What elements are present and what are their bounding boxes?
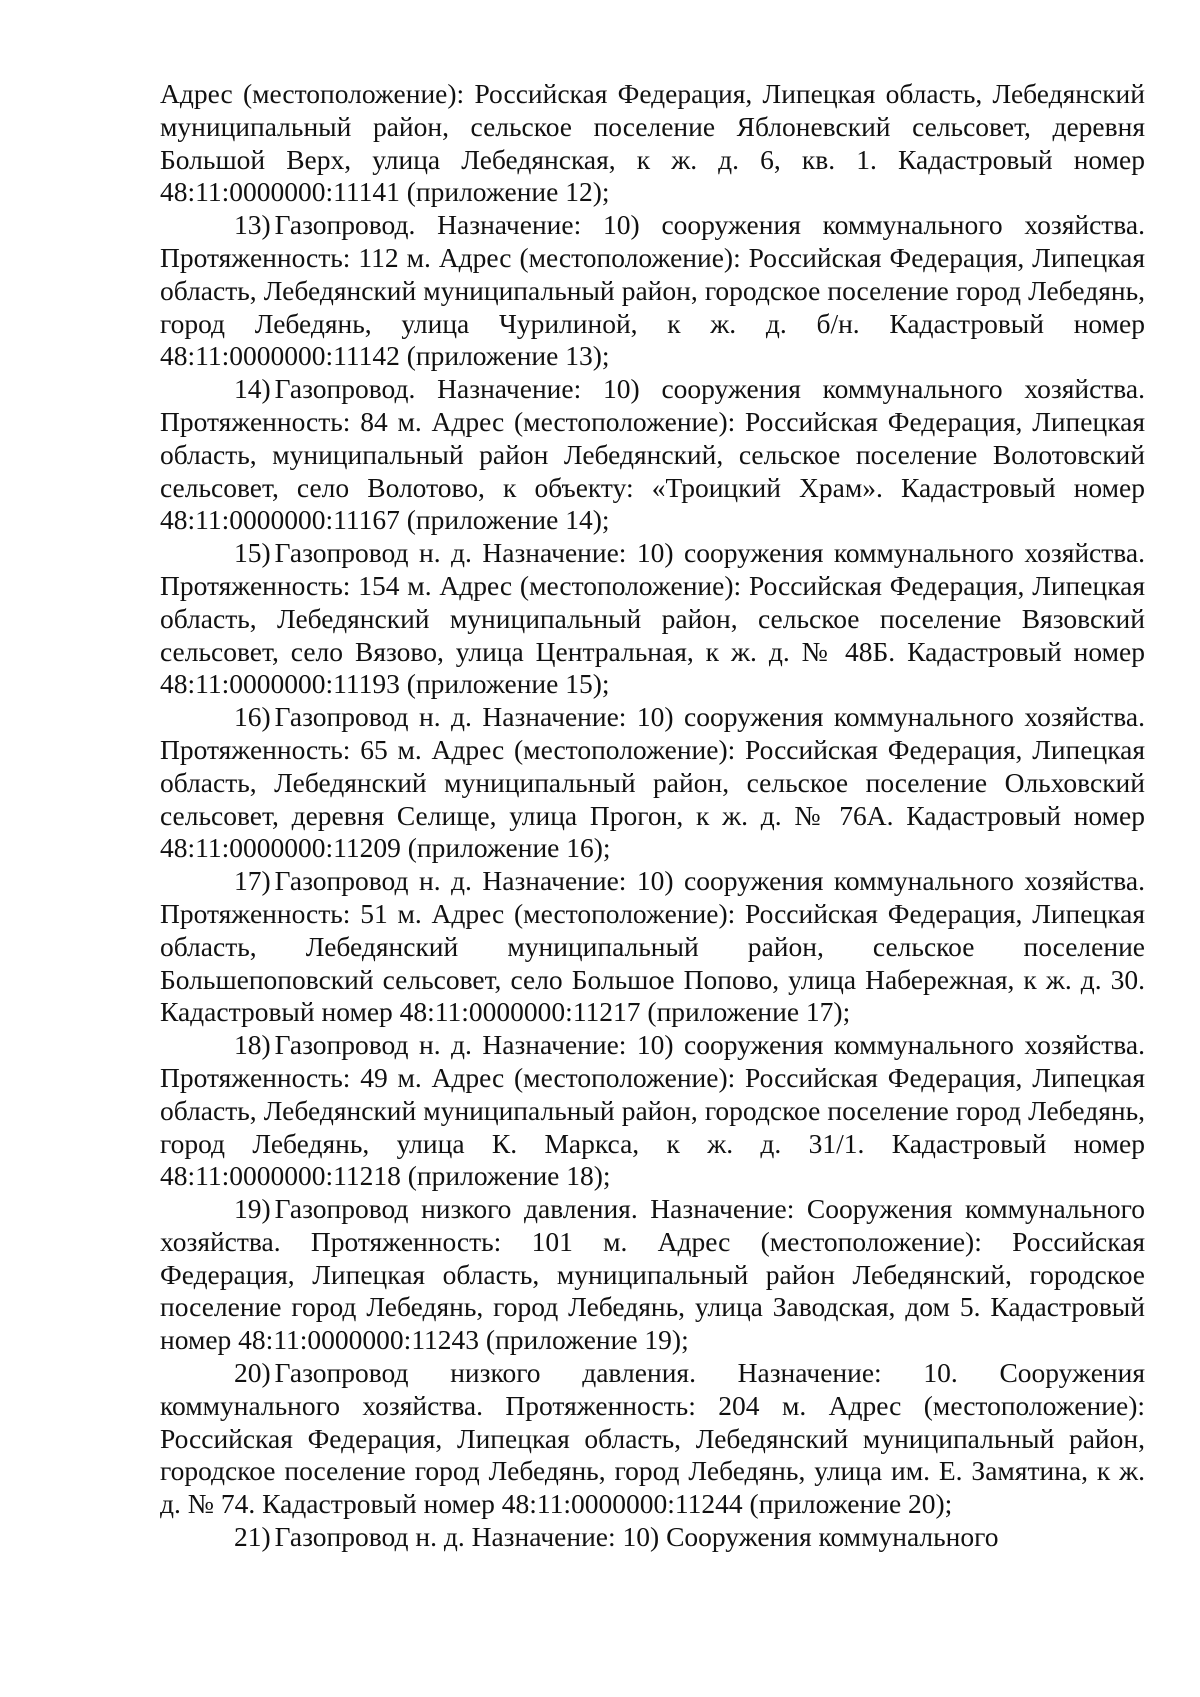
item-number: 13) (234, 209, 271, 241)
item-number: 18) (234, 1029, 271, 1061)
item-number: 19) (234, 1193, 271, 1225)
item-text: Газопровод н. д. Назначение: 10) сооружения коммунального хозяйства. Протяженность: 65 м. Адрес (местоположение): Российская Федерация, Липецкая область, Лебедянский муниципальный район, сельское поселение Ольховский сельсовет, деревня Селище, улица Прогон, к ж. д. № 76А. Кадастровый номер 48:11:0000000:11209 (приложение 16); (160, 701, 1145, 864)
list-item (160, 373, 1145, 537)
item-text: Газопровод. Назначение: 10) сооружения коммунального хозяйства. Протяженность: 84 м. Адрес (местоположение): Российская Федерация, Липецкая область, муниципальный район Лебедянский, сельское поселение Волотовский сельсовет, село Волотово, к объекту: «Троицкий Храм». Кадастровый номер 48:11:0000000:11167 (приложение 14); (160, 373, 1145, 536)
item-text: Газопровод н. д. Назначение: 10) сооружения коммунального хозяйства. Протяженность: 51 м. Адрес (местоположение): Российская Федерация, Липецкая область, Лебедянский муниципальный район, сельское поселение Большепоповский сельсовет, село Большое Попово, улица Набережная, к ж. д. 30. Кадастровый номер 48:11:0000000:11217 (приложение 17); (160, 865, 1145, 1028)
list-item (160, 701, 1145, 865)
item-number: 17) (234, 865, 271, 897)
list-item (160, 1521, 1145, 1554)
item-text: Газопровод. Назначение: 10) сооружения коммунального хозяйства. Протяженность: 112 м. Адрес (местоположение): Российская Федерация, Липецкая область, Лебедянский муниципальный район, городское поселение город Лебедянь, город Лебедянь, улица Чурилиной, к ж. д. б/н. Кадастровый номер 48:11:0000000:11142 (приложение 13); (160, 209, 1145, 372)
item-number: 20) (234, 1357, 271, 1389)
paragraph-continuation (160, 78, 1145, 209)
item-number: 15) (234, 537, 271, 569)
item-number: 21) (234, 1521, 271, 1553)
list-item (160, 1357, 1145, 1521)
paragraph-text: Адрес (местоположение): Российская Федерация, Липецкая область, Лебедянский муниципальный район, сельское поселение Яблоневский сельсовет, деревня Большой Верх, улица Лебедянская, к ж. д. 6, кв. 1. Кадастровый номер 48:11:0000000:11141 (приложение 12); (160, 78, 1145, 208)
item-number: 14) (234, 373, 271, 405)
item-text: Газопровод н. д. Назначение: 10) сооружения коммунального хозяйства. Протяженность: 154 м. Адрес (местоположение): Российская Федерация, Липецкая область, Лебедянский муниципальный район, сельское поселение Вязовский сельсовет, село Вязово, улица Центральная, к ж. д. № 48Б. Кадастровый номер 48:11:0000000:11193 (приложение 15); (160, 537, 1145, 700)
list-item (160, 209, 1145, 373)
document-page (160, 78, 1145, 1587)
list-item (160, 537, 1145, 701)
item-text: Газопровод низкого давления. Назначение: Сооружения коммунального хозяйства. Протяженность: 101 м. Адрес (местоположение): Российская Федерация, Липецкая область, муниципальный район Лебедянский, городское поселение город Лебедянь, город Лебедянь, улица Заводская, дом 5. Кадастровый номер 48:11:0000000:11243 (приложение 19); (160, 1193, 1145, 1356)
item-text: Газопровод низкого давления. Назначение: 10. Сооружения коммунального хозяйства. Протяженность: 204 м. Адрес (местоположение): Российская Федерация, Липецкая область, Лебедянский муниципальный район, городское поселение город Лебедянь, город Лебедянь, улица им. Е. Замятина, к ж. д. № 74. Кадастровый номер 48:11:0000000:11244 (приложение 20); (160, 1357, 1145, 1520)
item-text: Газопровод н. д. Назначение: 10) Сооружения коммунального (274, 1521, 999, 1553)
item-text: Газопровод н. д. Назначение: 10) сооружения коммунального хозяйства. Протяженность: 49 м. Адрес (местоположение): Российская Федерация, Липецкая область, Лебедянский муниципальный район, городское поселение город Лебедянь, город Лебедянь, улица К. Маркса, к ж. д. 31/1. Кадастровый номер 48:11:0000000:11218 (приложение 18); (160, 1029, 1145, 1192)
item-number: 16) (234, 701, 271, 733)
list-item (160, 1029, 1145, 1193)
list-item-truncated (160, 1554, 1145, 1587)
list-item (160, 865, 1145, 1029)
list-item (160, 1193, 1145, 1357)
